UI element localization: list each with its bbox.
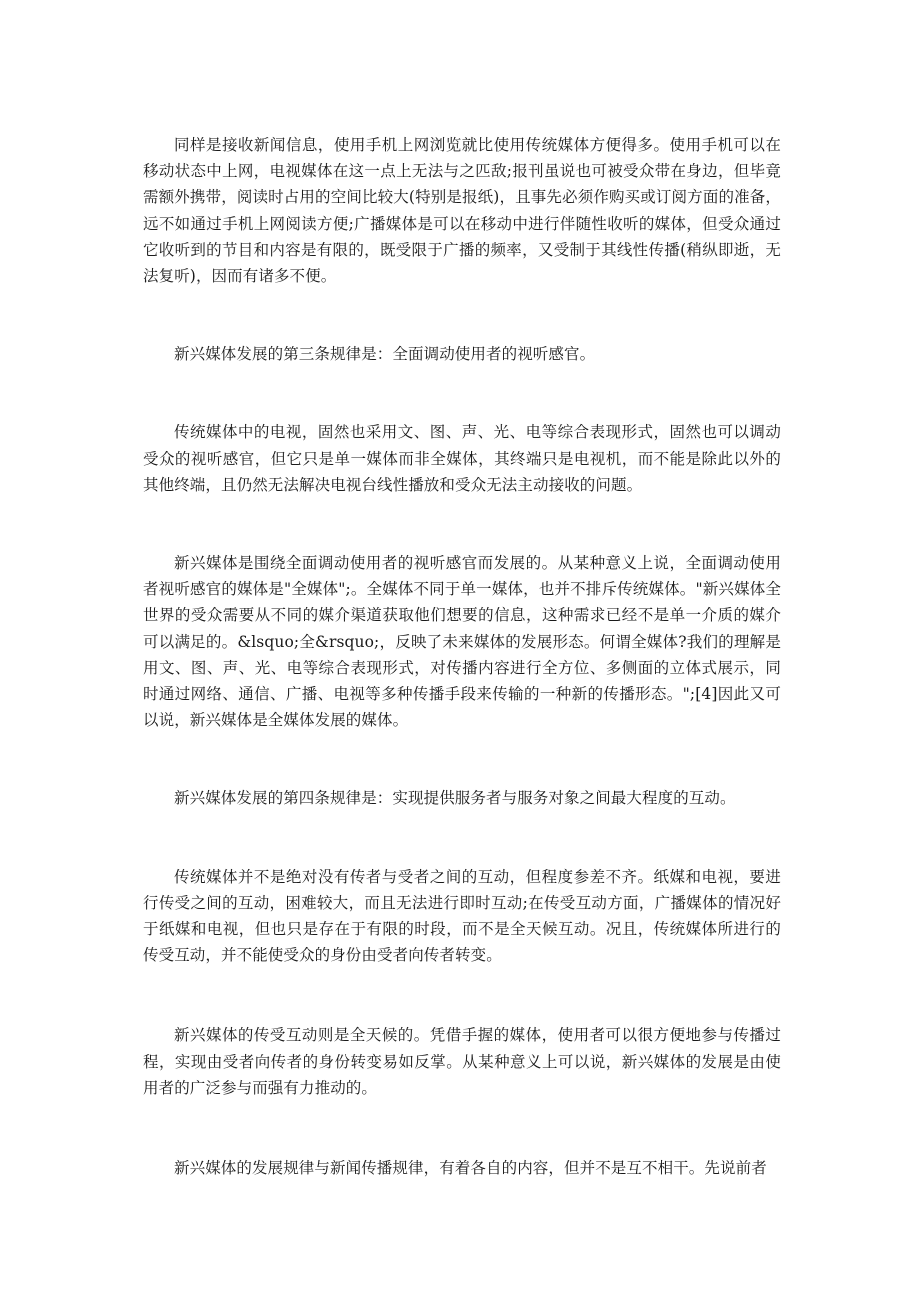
paragraph: 传统媒体并不是绝对没有传者与受者之间的互动，但程度参差不齐。纸媒和电视，要进行传受之间的互动，困难较大，而且无法进行即时互动;在传受互动方面，广播媒体的情况好于纸媒和电视，但也只是存在于有限的时段，而不是全天候互动。况且，传统媒体所进行的传受互动，并不能使受众的身份由受者向传者转变。 xyxy=(143,867,781,965)
document-body xyxy=(143,132,781,1181)
paragraph-heading-rule-four: 新兴媒体发展的第四条规律是：实现提供服务者与服务对象之间最大程度的互动。 xyxy=(174,789,736,808)
paragraph: 新兴媒体的发展规律与新闻传播规律，有着各自的内容，但并不是互不相干。先说前者 xyxy=(174,1159,767,1178)
paragraph: 新兴媒体的传受互动则是全天候的。凭借手握的媒体，使用者可以很方便地参与传播过程，实现由受者向传者的身份转变易如反掌。从某种意义上可以说，新兴媒体的发展是由使用者的广泛参与而强有力推动的。 xyxy=(143,1026,781,1097)
paragraph: 传统媒体中的电视，固然也采用文、图、声、光、电等综合表现形式，固然也可以调动受众的视听感官，但它只是单一媒体而非全媒体，其终端只是电视机，而不能是除此以外的其他终端，且仍然无法解决电视台线性播放和受众无法主动接收的问题。 xyxy=(143,423,781,494)
paragraph: 新兴媒体是围绕全面调动使用者的视听感官而发展的。从某种意义上说，全面调动使用者视听感官的媒体是"全媒体";。全媒体不同于单一媒体，也并不排斥传统媒体。"新兴媒体全世界的受众需要从不同的媒介渠道获取他们想要的信息，这种需求已经不是单一介质的媒介可以满足的。&lsquo;全&rsquo;，反映了未来媒体的发展形态。何谓全媒体?我们的理解是用文、图、声、光、电等综合表现形式，对传播内容进行全方位、多侧面的立体式展示，同时通过网络、通信、广播、电视等多种传播手段来传输的一种新的传播形态。";[4]因此又可以说，新兴媒体是全媒体发展的媒体。 xyxy=(143,554,781,730)
paragraph: 同样是接收新闻信息，使用手机上网浏览就比使用传统媒体方便得多。使用手机可以在移动状态中上网，电视媒体在这一点上无法与之匹敌;报刊虽说也可被受众带在身边，但毕竟需额外携带，阅读时占用的空间比较大(特别是报纸)，且事先必须作购买或订阅方面的准备，远不如通过手机上网阅读方便;广播媒体是可以在移动中进行伴随性收听的媒体，但受众通过它收听到的节目和内容是有限的，既受限于广播的频率，又受制于其线性传播(稍纵即逝，无法复听)，因而有诸多不便。 xyxy=(143,136,781,286)
paragraph-heading-rule-three: 新兴媒体发展的第三条规律是：全面调动使用者的视听感官。 xyxy=(174,345,596,364)
